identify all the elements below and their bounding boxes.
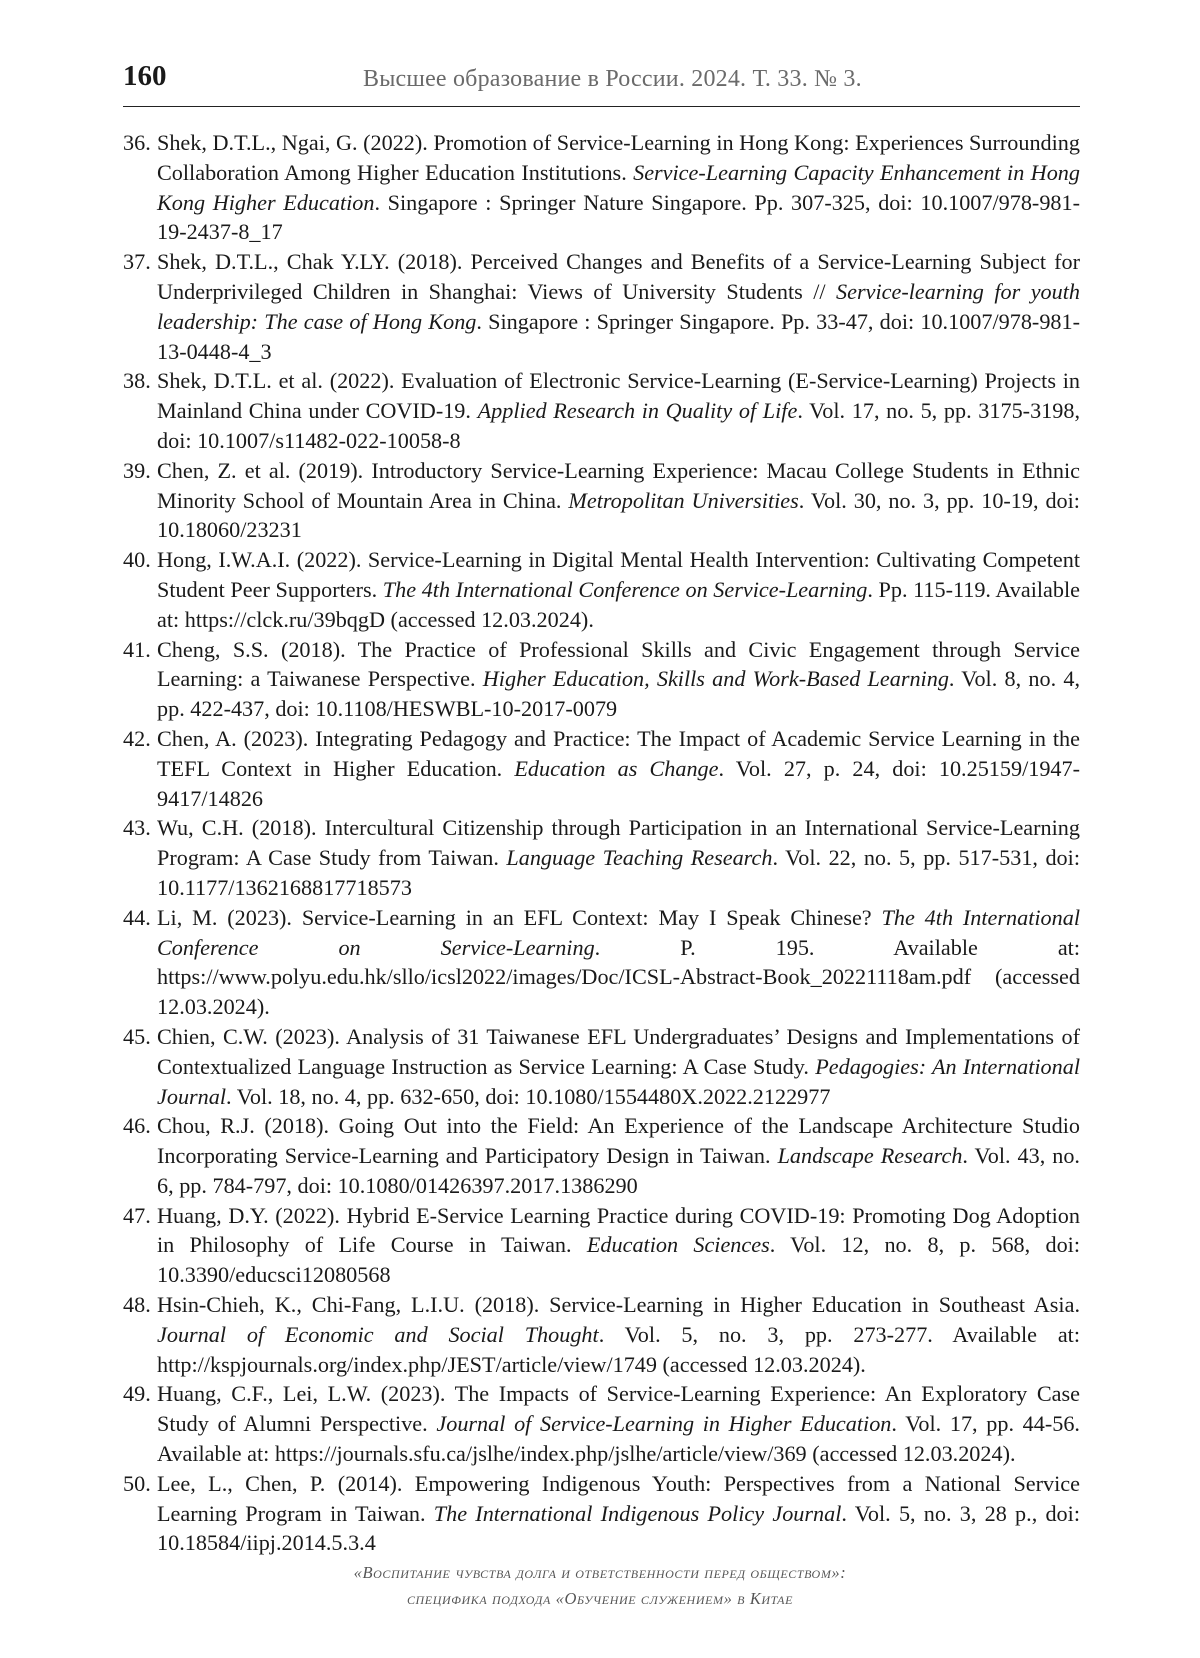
reference-number: 48. <box>123 1292 151 1318</box>
reference-item <box>123 1379 1080 1468</box>
reference-item <box>123 1469 1080 1558</box>
reference-item <box>123 1290 1080 1379</box>
reference-details: . Vol. 17, pp. 44-56. Available at: https://journals.sfu.ca/jslhe/index.php/jslhe/article/view/369 (accessed 12.03.2024). <box>157 1411 1080 1467</box>
reference-details: . Vol. 8, no. 4, pp. 422-437, doi: 10.1108/HESWBL-10-2017-0079 <box>157 666 1080 722</box>
reference-details: . Vol. 12, no. 8, p. 568, doi: 10.3390/educsci12080568 <box>157 1232 1080 1288</box>
reference-details: . Vol. 27, p. 24, doi: 10.25159/1947-9417/14826 <box>157 755 1080 811</box>
reference-text <box>157 905 1080 1019</box>
page-footer <box>0 1560 1200 1612</box>
reference-number: 38. <box>123 368 151 394</box>
reference-details: . Vol. 18, no. 4, pp. 632-650, doi: 10.1080/1554480X.2022.2122977 <box>226 1083 831 1109</box>
reference-text <box>157 130 1080 244</box>
reference-number: 37. <box>123 249 151 275</box>
reference-authors-title: Huang, D.Y. (2022). Hybrid E-Service Learning Practice during COVID-19: Promoting Dog Adoption in Philosophy of Life Course in Taiwan. <box>157 1202 1080 1258</box>
reference-authors-title: Chien, C.W. (2023). Analysis of 31 Taiwanese EFL Undergraduates’ Designs and Implementations of Contextualized Language Instruction as Service Learning: A Case Study. <box>157 1023 1080 1079</box>
reference-source: Journal of Service-Learning in Higher Education <box>436 1411 892 1437</box>
reference-source: Service-learning for youth leadership: The case of Hong Kong <box>157 278 1080 334</box>
reference-source: Journal of Economic and Social Thought <box>157 1321 599 1347</box>
reference-authors-title: Li, M. (2023). Service-Learning in an EFL Context: May I Speak Chinese? <box>157 904 882 930</box>
reference-text <box>157 368 1080 453</box>
reference-source: The 4th International Conference on Service-Learning <box>157 904 1080 960</box>
footer-line-1: «Воспитание чувства долга и ответственности перед обществом»: <box>353 1563 847 1582</box>
reference-text <box>157 1471 1080 1556</box>
reference-text <box>157 637 1080 722</box>
reference-item <box>123 128 1080 247</box>
reference-text <box>157 726 1080 811</box>
reference-item <box>123 545 1080 634</box>
reference-source: Education as Change <box>514 755 719 781</box>
reference-authors-title: Chen, Z. et al. (2019). Introductory Service-Learning Experience: Macau College Students in Ethnic Minority School of Mountain Area in China. <box>157 457 1080 513</box>
reference-authors-title: Chen, A. (2023). Integrating Pedagogy and Practice: The Impact of Academic Service Learning in the TEFL Context in Higher Education. <box>157 725 1080 781</box>
reference-list <box>123 128 1080 1558</box>
reference-item <box>123 635 1080 724</box>
running-head: Высшее образование в России. 2024. Т. 33. № 3. <box>363 66 862 92</box>
reference-source: Service-Learning Capacity Enhancement in Hong Kong Higher Education <box>157 159 1080 215</box>
reference-details: . Vol. 5, no. 3, pp. 273-277. Available at: http://kspjournals.org/index.php/JEST/article/view/1749 (accessed 12.03.2024). <box>157 1321 1080 1377</box>
reference-number: 40. <box>123 547 151 573</box>
reference-number: 50. <box>123 1470 151 1496</box>
reference-text <box>157 249 1080 363</box>
reference-number: 49. <box>123 1381 151 1407</box>
reference-number: 47. <box>123 1202 151 1228</box>
reference-authors-title: Hong, I.W.A.I. (2022). Service-Learning in Digital Mental Health Intervention: Cultivating Competent Student Peer Supporters. <box>157 547 1080 602</box>
reference-source: The 4th International Conference on Service-Learning <box>382 576 868 602</box>
reference-authors-title: Wu, C.H. (2018). Intercultural Citizenship through Participation in an International Service-Learning Program: A Case Study from Taiwan. <box>157 815 1080 871</box>
reference-source: Higher Education, Skills and Work-Based Learning <box>482 666 949 692</box>
reference-source: Applied Research in Quality of Life <box>477 398 798 424</box>
reference-item <box>123 1111 1080 1200</box>
reference-text <box>157 547 1080 632</box>
page-header <box>123 60 1080 107</box>
reference-source: The International Indigenous Policy Journal <box>433 1500 842 1526</box>
reference-source: Education Sciences <box>586 1232 770 1258</box>
reference-number: 44. <box>123 904 151 930</box>
reference-item <box>123 1201 1080 1290</box>
reference-details: . Singapore : Springer Nature Singapore. Pp. 307-325, doi: 10.1007/978-981-19-2437-8_17 <box>157 189 1080 245</box>
reference-item <box>123 813 1080 902</box>
reference-item <box>123 1022 1080 1111</box>
reference-details: . Vol. 30, no. 3, pp. 10-19, doi: 10.18060/23231 <box>157 487 1080 543</box>
reference-authors-title: Lee, L., Chen, P. (2014). Empowering Indigenous Youth: Perspectives from a National Service Learning Program in Taiwan. <box>157 1470 1080 1526</box>
reference-text <box>157 1203 1080 1288</box>
reference-authors-title: Cheng, S.S. (2018). The Practice of Professional Skills and Civic Engagement through Service Learning: a Taiwanese Perspective. <box>157 636 1080 692</box>
reference-details: . Vol. 22, no. 5, pp. 517-531, doi: 10.1177/1362168817718573 <box>157 845 1080 900</box>
reference-number: 41. <box>123 636 151 662</box>
reference-details: . Vol. 5, no. 3, 28 p., doi: 10.18584/iipj.2014.5.3.4 <box>157 1500 1080 1556</box>
reference-details: . Vol. 17, no. 5, pp. 3175-3198, doi: 10.1007/s11482-022-10058-8 <box>157 398 1080 453</box>
reference-authors-title: Shek, D.T.L., Ngai, G. (2022). Promotion of Service-Learning in Hong Kong: Experiences Surrounding Collaboration Among Higher Education Institutions. <box>157 130 1080 185</box>
reference-text <box>157 1381 1080 1466</box>
reference-text <box>157 1113 1080 1198</box>
reference-number: 39. <box>123 457 151 483</box>
reference-authors-title: Shek, D.T.L., Chak Y.LY. (2018). Perceived Changes and Benefits of a Service-Learning Subject for Underprivileged Children in Shanghai: Views of University Students // <box>157 249 1080 304</box>
reference-number: 42. <box>123 725 151 751</box>
reference-item <box>123 903 1080 1022</box>
reference-source: Metropolitan Universities <box>568 487 799 513</box>
reference-number: 43. <box>123 815 151 841</box>
reference-number: 45. <box>123 1023 151 1049</box>
reference-item <box>123 456 1080 545</box>
reference-item <box>123 247 1080 366</box>
reference-details: . P. 195. Available at: https://www.polyu.edu.hk/sllo/icsl2022/images/Doc/ICSL-Abstract-Book_20221118am.pdf (accessed 12.03.2024). <box>157 934 1081 1020</box>
reference-details: . Singapore : Springer Singapore. Pp. 33-47, doi: 10.1007/978-981-13-0448-4_3 <box>157 308 1080 364</box>
reference-source: Pedagogies: An International Journal <box>157 1053 1080 1109</box>
reference-item <box>123 366 1080 455</box>
reference-text <box>157 1292 1080 1377</box>
page-number: 160 <box>123 60 167 92</box>
reference-source: Landscape Research <box>777 1143 963 1169</box>
reference-number: 36. <box>123 130 151 155</box>
footer-line-2: специфика подхода «Обучение служением» в Китае <box>406 1589 794 1608</box>
reference-text <box>157 458 1080 543</box>
reference-details: . Pp. 115-119. Available at: https://clck.ru/39bqgD (accessed 12.03.2024). <box>157 576 1080 632</box>
reference-authors-title: Shek, D.T.L. et al. (2022). Evaluation of Electronic Service-Learning (E-Service-Learning) Projects in Mainland China under COVID-19. <box>157 368 1080 424</box>
reference-text <box>157 1024 1080 1109</box>
reference-authors-title: Hsin-Chieh, K., Chi-Fang, L.I.U. (2018). Service-Learning in Higher Education in Southeast Asia. <box>157 1292 1080 1318</box>
reference-authors-title: Huang, C.F., Lei, L.W. (2023). The Impacts of Service-Learning Experience: An Exploratory Case Study of Alumni Perspective. <box>157 1381 1080 1437</box>
reference-details: . Vol. 43, no. 6, pp. 784-797, doi: 10.1080/01426397.2017.1386290 <box>157 1143 1080 1198</box>
reference-authors-title: Chou, R.J. (2018). Going Out into the Field: An Experience of the Landscape Architecture Studio Incorporating Service-Learning and Participatory Design in Taiwan. <box>157 1113 1080 1169</box>
reference-number: 46. <box>123 1113 151 1139</box>
reference-item <box>123 724 1080 813</box>
reference-source: Language Teaching Research <box>506 845 773 871</box>
reference-text <box>157 815 1080 900</box>
